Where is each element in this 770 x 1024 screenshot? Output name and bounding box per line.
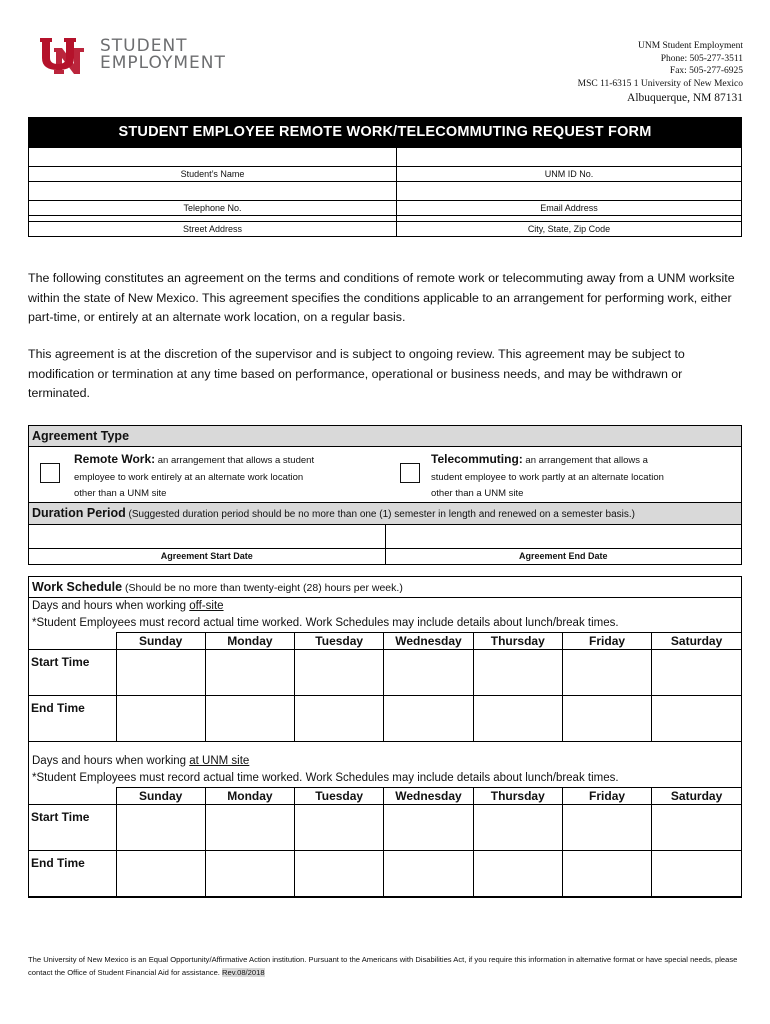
remote-work-label: Remote Work:: [74, 452, 156, 466]
offsite-end-thursday[interactable]: [473, 696, 562, 742]
onsite-start-friday[interactable]: [562, 805, 651, 851]
telecommuting-desc: student employee to work partly at an alternate location: [431, 471, 664, 483]
offsite-end-sunday[interactable]: [116, 696, 205, 742]
email-label: Email Address: [397, 201, 742, 216]
work-schedule-note: (Should be no more than twenty-eight (28) hours per week.): [122, 582, 403, 594]
agreement-intro-paragraph: The following constitutes an agreement on the terms and conditions of remote work or telecommuting away from a UNM worksite within the state of New Mexico. This agreement specifies the conditions applicable to an arrangement for performing work, either part-time, or entirely at an alternate work location, on a regular basis.: [28, 271, 735, 324]
remote-work-option: [74, 451, 384, 503]
day-header: Thursday: [473, 633, 562, 650]
offsite-end-tuesday[interactable]: [295, 696, 384, 742]
offsite-start-saturday[interactable]: [652, 650, 741, 696]
unm-id-label: UNM ID No.: [397, 167, 742, 182]
student-info-table: [28, 147, 742, 237]
telecommuting-label: Telecommuting:: [431, 452, 523, 466]
contact-city: Albuquerque, NM 87131: [627, 92, 743, 104]
agreement-dates-table: [29, 525, 741, 564]
day-header: Wednesday: [384, 788, 473, 805]
onsite-start-time-label: Start Time: [29, 805, 116, 851]
telecommuting-option: [431, 451, 741, 503]
agreement-end-date-field[interactable]: [385, 525, 741, 548]
contact-line: Phone: 505-277-3511: [660, 53, 743, 64]
onsite-start-wednesday[interactable]: [384, 805, 473, 851]
onsite-end-wednesday[interactable]: [384, 851, 473, 897]
onsite-end-sunday[interactable]: [116, 851, 205, 897]
onsite-intro-text: Days and hours when working: [32, 755, 190, 767]
revision-label: Rev.08/2018: [222, 967, 265, 977]
contact-line: UNM Student Employment: [637, 41, 743, 51]
agreement-end-date-label: Agreement End Date: [518, 551, 608, 562]
form-title: STUDENT EMPLOYEE REMOTE WORK/TELECOMMUTING REQUEST FORM: [28, 117, 742, 147]
offsite-end-friday[interactable]: [562, 696, 651, 742]
offsite-start-tuesday[interactable]: [295, 650, 384, 696]
street-address-label: Street Address: [29, 222, 397, 237]
offsite-note: *Student Employees must record actual time worked. Work Schedules may include details about lunch/break times.: [32, 617, 619, 629]
telecommuting-checkbox[interactable]: [400, 463, 420, 483]
remote-work-checkbox[interactable]: [40, 463, 60, 483]
agreement-type-section: [28, 425, 742, 565]
day-header: Tuesday: [295, 633, 384, 650]
day-header: Saturday: [652, 788, 741, 805]
onsite-end-time-label: End Time: [29, 851, 116, 897]
onsite-start-monday[interactable]: [205, 805, 294, 851]
agreement-options: [29, 447, 741, 503]
duration-period-note: (Suggested duration period should be no more than one (1) semester in length and renewed on a semester basis.): [125, 509, 635, 520]
offsite-end-time-label: End Time: [29, 696, 116, 742]
agreement-discretion-paragraph: This agreement is at the discretion of the supervisor and is subject to ongoing review. This agreement may be subject to modification or termination at any time based on performance, operational or business needs, and may be withdrawn or terminated.: [28, 347, 685, 400]
day-header: Sunday: [116, 788, 205, 805]
day-header: Monday: [205, 633, 294, 650]
day-header: Tuesday: [295, 788, 384, 805]
telephone-label: Telephone No.: [29, 201, 397, 216]
remote-work-desc: an arrangement that allows a student: [155, 455, 315, 466]
day-header: Friday: [562, 788, 651, 805]
city-state-zip-label: City, State, Zip Code: [397, 222, 742, 237]
schedule-corner: [29, 633, 116, 650]
offsite-location: off-site: [189, 600, 224, 612]
logo-line-2: EMPLOYMENT: [100, 53, 226, 73]
onsite-schedule-table: [29, 787, 741, 897]
schedule-corner: [29, 788, 116, 805]
footer-disclaimer: [28, 954, 744, 979]
contact-line: MSC 11-6315 1 University of New Mexico: [577, 78, 743, 89]
offsite-start-monday[interactable]: [205, 650, 294, 696]
work-schedule-section: [28, 576, 742, 898]
duration-period-heading: [29, 503, 741, 525]
day-header: Thursday: [473, 788, 562, 805]
duration-period-title: Duration Period: [32, 506, 126, 520]
onsite-start-tuesday[interactable]: [295, 805, 384, 851]
onsite-end-friday[interactable]: [562, 851, 651, 897]
onsite-start-saturday[interactable]: [652, 805, 741, 851]
offsite-end-wednesday[interactable]: [384, 696, 473, 742]
students-name-field[interactable]: [29, 148, 397, 167]
onsite-end-monday[interactable]: [205, 851, 294, 897]
email-field[interactable]: [397, 182, 742, 201]
logo-wordmark: [100, 38, 226, 72]
telecommuting-desc: other than a UNM site: [431, 488, 524, 499]
remote-work-desc: other than a UNM site: [74, 488, 167, 499]
onsite-end-tuesday[interactable]: [295, 851, 384, 897]
onsite-start-thursday[interactable]: [473, 805, 562, 851]
offsite-schedule-table: [29, 632, 741, 742]
offsite-start-thursday[interactable]: [473, 650, 562, 696]
contact-block: [578, 40, 743, 106]
onsite-start-sunday[interactable]: [116, 805, 205, 851]
onsite-note: *Student Employees must record actual time worked. Work Schedules may include details about lunch/break times.: [32, 772, 619, 784]
onsite-location: at UNM site: [189, 755, 250, 767]
offsite-start-time-label: Start Time: [29, 650, 116, 696]
agreement-type-heading: Agreement Type: [29, 426, 741, 447]
day-header: Sunday: [116, 633, 205, 650]
telecommuting-desc: an arrangement that allows a: [522, 455, 648, 466]
onsite-intro: [29, 742, 741, 770]
work-schedule-title: Work Schedule: [32, 580, 123, 594]
unm-lobo-mark-icon: [38, 36, 94, 76]
onsite-end-thursday[interactable]: [473, 851, 562, 897]
unm-logo: [38, 36, 228, 76]
footer-text: The University of New Mexico is an Equal Opportunity/Affirmative Action institution. Pursuant to the Americans with Disabilities Act, if you require this information in alternative format or have special needs, please contact the Office of Student Financial Aid for assistance.: [28, 955, 738, 977]
work-schedule-heading: [29, 577, 741, 598]
day-header: Friday: [562, 633, 651, 650]
day-header: Monday: [205, 788, 294, 805]
offsite-start-friday[interactable]: [562, 650, 651, 696]
agreement-start-date-field[interactable]: [29, 525, 385, 548]
day-header: Saturday: [652, 633, 741, 650]
students-name-label: Student’s Name: [29, 167, 397, 182]
offsite-intro: [29, 598, 741, 615]
unm-id-field[interactable]: [397, 148, 742, 167]
remote-work-desc: employee to work entirely at an alternate work location: [74, 471, 304, 483]
day-header: Wednesday: [384, 633, 473, 650]
onsite-end-saturday[interactable]: [652, 851, 741, 897]
contact-line: Fax: 505-277-6925: [669, 66, 743, 76]
offsite-end-monday[interactable]: [205, 696, 294, 742]
offsite-intro-text: Days and hours when working: [32, 600, 190, 612]
telephone-field[interactable]: [29, 182, 397, 201]
logo-line-1: STUDENT: [100, 36, 188, 56]
offsite-start-sunday[interactable]: [116, 650, 205, 696]
offsite-start-wednesday[interactable]: [384, 650, 473, 696]
offsite-end-saturday[interactable]: [652, 696, 741, 742]
agreement-start-date-label: Agreement Start Date: [29, 548, 385, 564]
